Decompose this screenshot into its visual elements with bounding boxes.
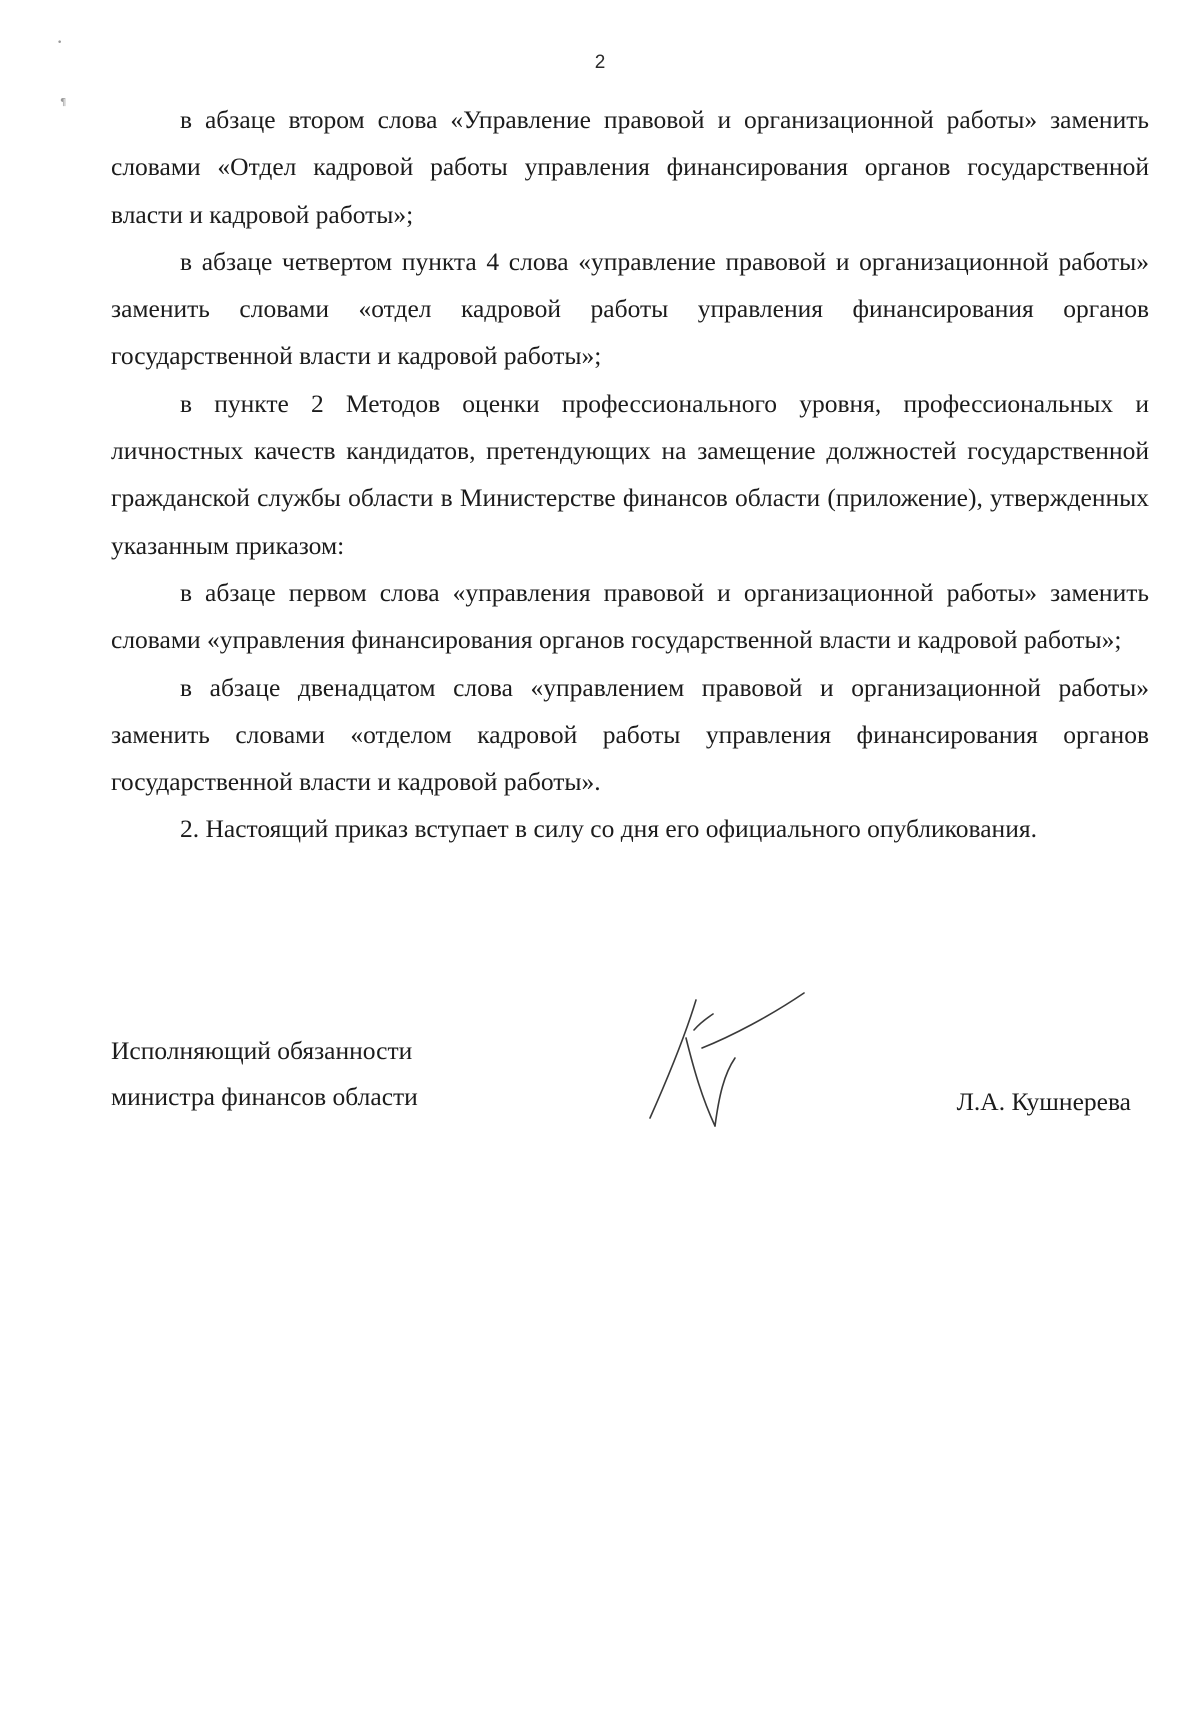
paragraph-6: 2. Настоящий приказ вступает в силу со дня его официального опубликования.: [180, 814, 1037, 844]
paragraph-5: в абзаце двенадцатом слова «управлением правовой и организационной работы» заменить словами «отделом кадровой работы управления финансирования органов государственной власти и кадровой работы».: [111, 672, 1149, 797]
page-number: 2: [594, 52, 606, 73]
signer-name: Л.А. Кушнерева: [956, 1087, 1131, 1116]
handwritten-signature: [582, 978, 822, 1148]
scan-artifact-dot: •: [57, 38, 63, 48]
document-body: [111, 96, 1149, 853]
signature-stroke-1: [650, 1000, 696, 1118]
scan-artifact-mark: ¶: [60, 97, 67, 108]
paragraph-2: в абзаце четвертом пункта 4 слова «управление правовой и организационной работы» заменить словами «отдел кадровой работы управления финансирования органов государственной власти и кадровой работы»;: [111, 246, 1149, 371]
signature-stroke-4: [702, 993, 804, 1048]
signer-title-line-2: министра финансов области: [111, 1082, 418, 1111]
signature-stroke-2: [686, 1038, 715, 1126]
signature-stroke-3: [715, 1058, 735, 1126]
signer-title-line-1: Исполняющий обязанности: [111, 1036, 413, 1065]
paragraph-4: в абзаце первом слова «управления правовой и организационной работы» заменить словами «управления финансирования органов государственной власти и кадровой работы»;: [111, 577, 1149, 655]
paragraph-1: в абзаце втором слова «Управление правовой и организационной работы» заменить словами «Отдел кадровой работы управления финансирования органов государственной власти и кадровой работы»;: [111, 105, 1149, 229]
signature-stroke-5: [694, 1014, 713, 1030]
paragraph-3: в пункте 2 Методов оценки профессионального уровня, профессиональных и личностных качеств кандидатов, претендующих на замещение должностей государственной гражданской службы области в Министерстве финансов области (приложение), утвержденных указанным приказом:: [111, 388, 1149, 560]
